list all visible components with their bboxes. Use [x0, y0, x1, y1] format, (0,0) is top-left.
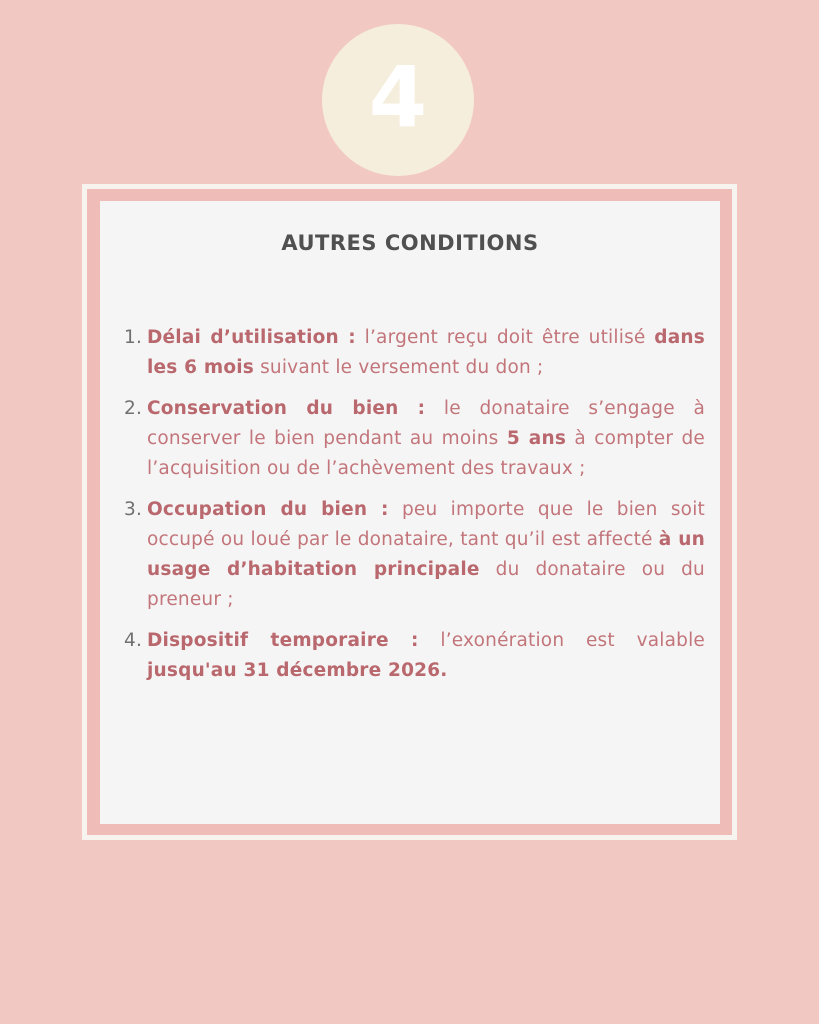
condition-number: 1. — [124, 327, 143, 348]
condition-text-end: du donataire ou du preneur ; — [147, 559, 705, 610]
conditions-card — [100, 201, 720, 824]
step-number-badge — [322, 24, 474, 176]
conditions-list — [124, 323, 706, 697]
condition-highlight: dans les 6 mois — [147, 327, 705, 378]
condition-highlight: à un usage d’habitation principale — [147, 529, 705, 580]
condition-highlight: 5 ans — [506, 428, 567, 449]
condition-heading: Conservation du bien : — [147, 398, 426, 419]
condition-item-property-occupation — [124, 495, 705, 615]
condition-text-end: suivant le versement du don ; — [254, 357, 544, 378]
condition-text-end: à compter de l’acquisition ou de l’achèvement des travaux ; — [147, 428, 706, 479]
condition-text: le donataire s’engage à conserver le bien pendant au moins — [147, 398, 705, 449]
condition-number: 4. — [124, 630, 143, 651]
condition-item-property-retention — [124, 394, 706, 484]
card-title: AUTRES CONDITIONS — [281, 231, 539, 255]
condition-text: l’argent reçu doit être utilisé — [355, 327, 655, 348]
step-number: 4 — [368, 48, 428, 146]
condition-highlight: jusqu'au 31 décembre 2026. — [147, 660, 448, 681]
condition-text: l’exonération est valable — [418, 630, 705, 651]
condition-heading: Occupation du bien : — [147, 499, 389, 520]
condition-text: peu importe que le bien soit occupé ou loué par le donataire, tant qu’il est affecté — [147, 499, 705, 550]
condition-heading: Dispositif temporaire : — [147, 630, 419, 651]
condition-heading: Délai d’utilisation : — [147, 327, 356, 348]
condition-number: 2. — [124, 398, 143, 419]
condition-number: 3. — [124, 499, 143, 520]
condition-item-temporary-scheme — [124, 626, 705, 686]
condition-item-usage-deadline — [124, 323, 705, 383]
